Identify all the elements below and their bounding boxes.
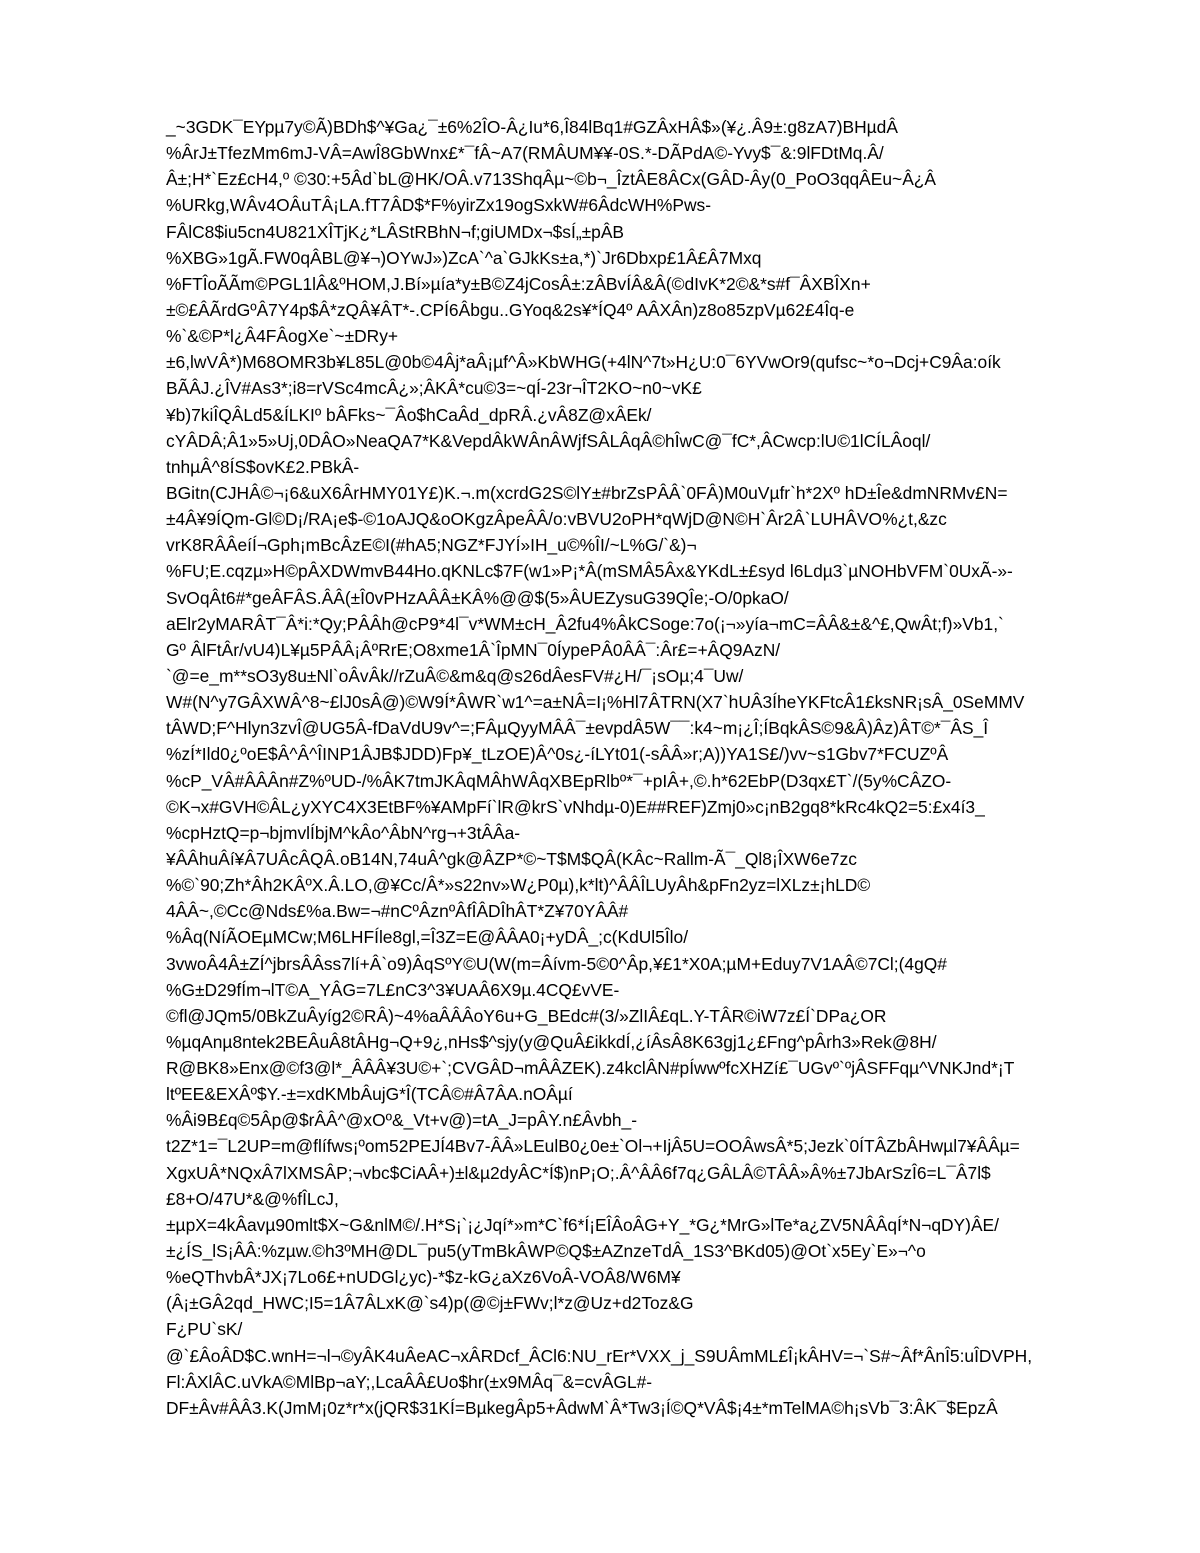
text-line: aElr2yMARÂT¯Â*i:*Qy;PÂÂh@cP9*4l¯v*WM±cH_Â2fu4%ÂkCSoge:7o(¡¬»yía¬mC=ÂÂ&±&^£,QwÂt;f)»Vb1,` <box>166 613 1004 634</box>
text-line: SvOqÂt6#*geÂFÂS.ÂÂ(±Î0vPHzAÂÂ±KÂ%@@$(5»ÂUEZysuG39QÎe;-O/0pkaO/ <box>166 587 789 608</box>
text-line: ltºEE&EXÂº$Y.-±=xdKMbÂujG*Î(TCÂ©#Â7ÂA.nOÂµí <box>166 1084 573 1105</box>
text-line: W#(N^y7GÂXWÂ^8~£lJ0sÂ@)©W9Í*ÂWR`w1^=a±NÂ=I¡%Hl7ÂTRN(X7`hUÂ3ÍheYKFtcÂ1£ksNR¡sÂ_0SeMMV <box>166 692 1025 713</box>
text-line: %©`90;Zh*Âh2KÂºX.Â.LO,@¥Cc/Â*»s22nv»W¿P0µ),k*lt)^ÂÂÎLUyÂh&pFn2yz=lXLz±¡hLD© <box>166 875 871 896</box>
text-line: %Âq(NíÃOEµMCw;M6LHFÍle8gl,=Î3Z=E@ÂÂA0¡+yDÂ_;c(KdUl5Îlo/ <box>166 927 689 948</box>
text-line: XgxUÂ*NQxÂ7lXMSÂP;¬vbc$CiAÂ+)±l&µ2dyÂC*Í$)nP¡O;.Â^ÂÂ6f7q¿GÂLÂ©TÂÂ»Â%±7JbArSzÎ6=L¯Â7l$ <box>166 1162 991 1183</box>
text-line: ±6,lwVÂ*)M68OMR3b¥L85L@0b©4Âj*aÂ¡µf^Â»KbWHG(+4lN^7t»H¿U:0¯6YVwOr9(qufsc~*o¬Dcj+C9Âa:oík <box>166 352 1001 373</box>
text-line: tÂWD;F^Hlyn3zvÎ@UG5Â-fDaVdU9v^=;FÂµQyyMÂÂ¯±evpdÂ5W¯¯:k4~m¡¿Î;ÍBqkÂS©9&Â)Âz)ÂT©*¯ÂS_Î <box>166 718 989 739</box>
text-line: BGitn(CJHÂ©¬¡6&uX6ÂrHMY01Y£)K.¬.m(xcrdG2S©lY±#brZsPÂÂ`0FÂ)M0uVµfr`h*2Xº hD±Îe&dmNRMv£N= <box>166 482 1008 503</box>
text-line: %URkg,WÂv4OÂuTÂ¡LA.fT7ÂD$*F%yirZx19ogSxkW#6ÂdcWH%Pws- <box>166 195 712 216</box>
text-line: 3vwoÂ4Â±ZÍ^jbrsÂÂss7lí+Â`o9)ÂqSºY©U(W(m=Âívm-5©0^Âp,¥£1*X0A;µM+Eduy7V1AÂ©7Cl;(4gQ# <box>166 953 947 974</box>
text-line: %FU;E.cqzµ»H©pÂXDWmvB44Ho.qKNLc$7F(w1»P¡*Â(mSMÂ5Âx&YKdL±£syd l6Ldµ3`µNOHbVFM`0UxÃ-»- <box>166 561 1013 582</box>
text-line: ©fl@JQm5/0BkZuÂyíg2©RÂ)~4%aÂÂÂoY6u+G_BEdc#(3/»ZlIÂ£qL.Y-TÂR©iW7z£Í`DPa¿OR <box>166 1005 887 1026</box>
text-line: ±©£ÂÃrdGºÂ7Y4p$Â*zQÂ¥ÂT*-.CPÍ6Âbgu..GYoq&2s¥*ÍQ4º AÂXÂn)z8o85zpVµ62£4Îq-e <box>166 299 855 320</box>
text-line: Fl:ÂXlÂC.uVkA©MlBp¬aY;,LcaÂÂ£Uo$hr(±x9MÂq¯&=cvÂGL#- <box>166 1371 653 1392</box>
document-body <box>166 114 1126 1421</box>
text-line: %cpHztQ=p¬bjmvlÍbjM^kÂo^ÂbN^rg¬+3tÂÂa- <box>166 822 521 843</box>
text-line: @`£ÂoÂD$C.wnH=¬l¬©yÂK4uÂeAC¬xÂRDcf_ÂCl6:NU_rEr*VXX_j_S9UÂmML£Î¡kÂHV=¬`S#~Âf*ÂnÎ5:uÎDVPH, <box>166 1345 1033 1366</box>
text-line: Gº ÂlFtÂr/vU4)L¥µ5PÂÂ¡ÂºRrE;O8xme1Â`ÎpMN¯0ÍypePÂ0ÂÂ¯:Âr£=+ÂQ9AzN/ <box>166 639 781 660</box>
text-line: Â±;H*`Ez£cH4,º ©30:+5Âd`bL@HK/OÂ.v713ShqÂµ~©b¬_ÎztÂE8ÂCx(GÂD-Ây(0_PoO3qqÂEu~Â¿Â <box>166 169 937 190</box>
text-line: £8+O/47U*&@%fÎLcJ, <box>166 1188 339 1209</box>
text-line: ¥ÂÂhuÂí¥Â7UÂcÂQÂ.oB14N,74uÂ^gk@ÂZP*©~T$M$QÂ(KÂc~Rallm-Ã¯_Ql8¡ÎXW6e7zc <box>166 848 857 869</box>
text-line: ±¿ÍS_lS¡ÂÂ:%zµw.©h3ºMH@DL¯pu5(yTmBkÂWP©Q$±AZnzeTdÂ_1S3^BKd05)@Ot`x5Ey`E»¬^o <box>166 1241 926 1262</box>
text-line: %`&©P*l¿Â4FÂogXe`~±DRy+ <box>166 326 399 347</box>
text-line: %µqAnµ8ntek2BEÂuÂ8tÂHg¬Q+9¿,nHs$^sjy(y@QuÂ£ikkdÍ,¿íÂsÂ8K63gj1¿£Fng^pÂrh3»Rek@8H/ <box>166 1031 937 1052</box>
text-line: _~3GDK¯EYpµ7y©Ã)BDh$^¥Ga¿¯±6%2ÎO-Â¿Iu*6,Î84lBq1#GZÂxHÂ$»(¥¿.Â9±:g8zA7)BHµdÂ <box>166 117 898 137</box>
text-line: %zÍ*Ild0¿ºoE$Â^Â^ÎINP1ÂJB$JDD)Fp¥_tLzOE)Â^0s¿-íLYt01(-sÂÂ»r;A))YA1S£/)vv~s1Gbv7*FCUZºÂ <box>166 744 949 765</box>
text-line: DF±Âv#ÂÂ3.K(JmM¡0z*r*x(jQR$31KÍ=BµkegÂp5+ÂdwM`Â*Tw3¡Í©Q*VÂ$¡4±*mTelMA©h¡sVb¯3:ÂK¯$EpzÂ <box>166 1397 998 1418</box>
text-line: ©K¬x#GVH©ÂL¿yXYC4X3EtBF%¥AMpFí`lR@krS`vNhdµ-0)E##REF)Zmj0»c¡nB2gq8*kRc4kQ2=5:£x4í3_ <box>166 796 985 817</box>
text-line: (Â¡±GÂ2qd_HWC;I5=1Â7ÂLxK@`s4)p(@©j±FWv;l*z@Uz+d2Toz&G <box>166 1293 694 1314</box>
text-line: %eQThvbÂ*JX¡7Lo6£+nUDGl¿yc)-*$z-kG¿aXz6VoÂ-VOÂ8/W6M¥ <box>166 1267 681 1288</box>
text-line: 4ÂÂ~,©Cc@Nds£%a.Bw=¬#nCºÂznºÂfÎÂDÎhÂT*Z¥70YÂÂ# <box>166 901 629 922</box>
text-line: %cP_VÂ#ÂÂÂn#Z%ºUD-/%ÂK7tmJKÂqMÂhWÂqXBEpRlbº*¯+pIÂ+,©.h*62EbP(D3qx£T`/(5y%CÂZO- <box>166 770 952 791</box>
text-line: tnhµÂ^8ÍS$ovK£2.PBkÂ- <box>166 456 360 477</box>
text-line: %FTÎoÃÃm©PGL1lÂ&ºHOM,J.Bí»µía*y±B©Z4jCosÂ±:zÂBvÍÂ&Â(©dIvK*2©&*s#f¯ÂXBÎXn+ <box>166 273 871 294</box>
text-line: %XBG»1gÃ.FW0qÂBL@¥¬)OYwJ»)ZcA`^a`GJkKs±a,*)`Jr6Dbxp£1Â£Â7Mxq <box>166 247 762 268</box>
text-line: vrK8RÂÂeíÍ¬Gph¡mBcÂzE©I(#hA5;NGZ*FJYÍ»IH_u©%ÎI/~L%G/`&)¬ <box>166 535 697 556</box>
text-line: FÂlC8$iu5cn4U821XÎTjK¿*LÂStRBhN¬f;giUMDx¬$sÍ„±pÂB <box>166 221 625 242</box>
text-line: ¥b)7kiÎQÂLd5&ÍLKIº bÂFks~¯Âo$hCaÂd_dpRÂ.¿vÂ8Z@xÂEk/ <box>166 404 652 425</box>
text-line: R@BK8»Enx@©f3@l*_ÂÂÂ¥3U©+`;CVGÂD¬mÂÂZEK).z4kclÂN#pÍwwºfcXHZí£¯UGvº`ºjÂSFFqµ^VNKJnd*¡T <box>166 1058 1015 1079</box>
text-line: ±µpX=4kÂavµ90mlt$X~G&nlM©/.H*S¡`¡¿Jqí*»m*C`f6*Í¡EÎÂoÂG+Y_*G¿*MrG»lTe*a¿ZV5NÂÂqÍ*N¬qDY)ÂE/ <box>166 1214 999 1235</box>
text-line: %G±D29fÍm¬lT©A_YÂG=7L£nC3^3¥UAÂ6X9µ.4CQ£vVE- <box>166 979 620 1000</box>
text-line: `@=e_m**sO3y8u±Nl`oÂvÂk//rZuÂ©&m&q@s26dÂesFV#¿H/¯¡sOµ;4¯Uw/ <box>166 665 744 686</box>
text-line: BÃÂJ.¿ÎV#As3*;i8=rVSc4mcÂ¿»;ÂKÂ*cu©3=~qÍ-23r¬ÎT2KO~n0~vK£ <box>166 378 702 399</box>
text-line: ±4Â¥9ÍQm-Gl©D¡/RA¡e$-©1oAJQ&oOKgzÂpeÂÂ/o:vBVU2oPH*qWjD@N©H`Âr2Â`LUHÂVO%¿t,&zc <box>166 509 947 530</box>
text-line: %ÂrJ±TfezMm6mJ-VÂ=AwÎ8GbWnx£*¯fÂ~A7(RMÂUM¥¥-0S.*-DÃPdA©-Yvy$¯&:9lFDtMq.Â/ <box>166 143 884 164</box>
text-line: F¿PU`sK/ <box>166 1319 243 1340</box>
text-line: t2Z*1=¯L2UP=m@flífws¡ºom52PEJÍ4Bv7-ÂÂ»LEulB0¿0e±`Ol¬+IjÂ5U=OOÂwsÂ*5;Jezk`0ÍTÂZbÂHwµl7¥ÂÂµ= <box>166 1136 1020 1157</box>
text-line: cYÂDÂ;Â1»5»Uj,0DÂO»NeaQA7*K&VepdÂkWÂnÂWjfSÂLÂqÂ©hÎwC@¯fC*,ÂCwcp:lU©1lCÍLÂoql/ <box>166 430 931 451</box>
text-line: %Âi9B£q©5Âp@$rÂÂ^@xOº&_Vt+v@)=tA_J=pÂY.n£Âvbh_- <box>166 1110 638 1131</box>
